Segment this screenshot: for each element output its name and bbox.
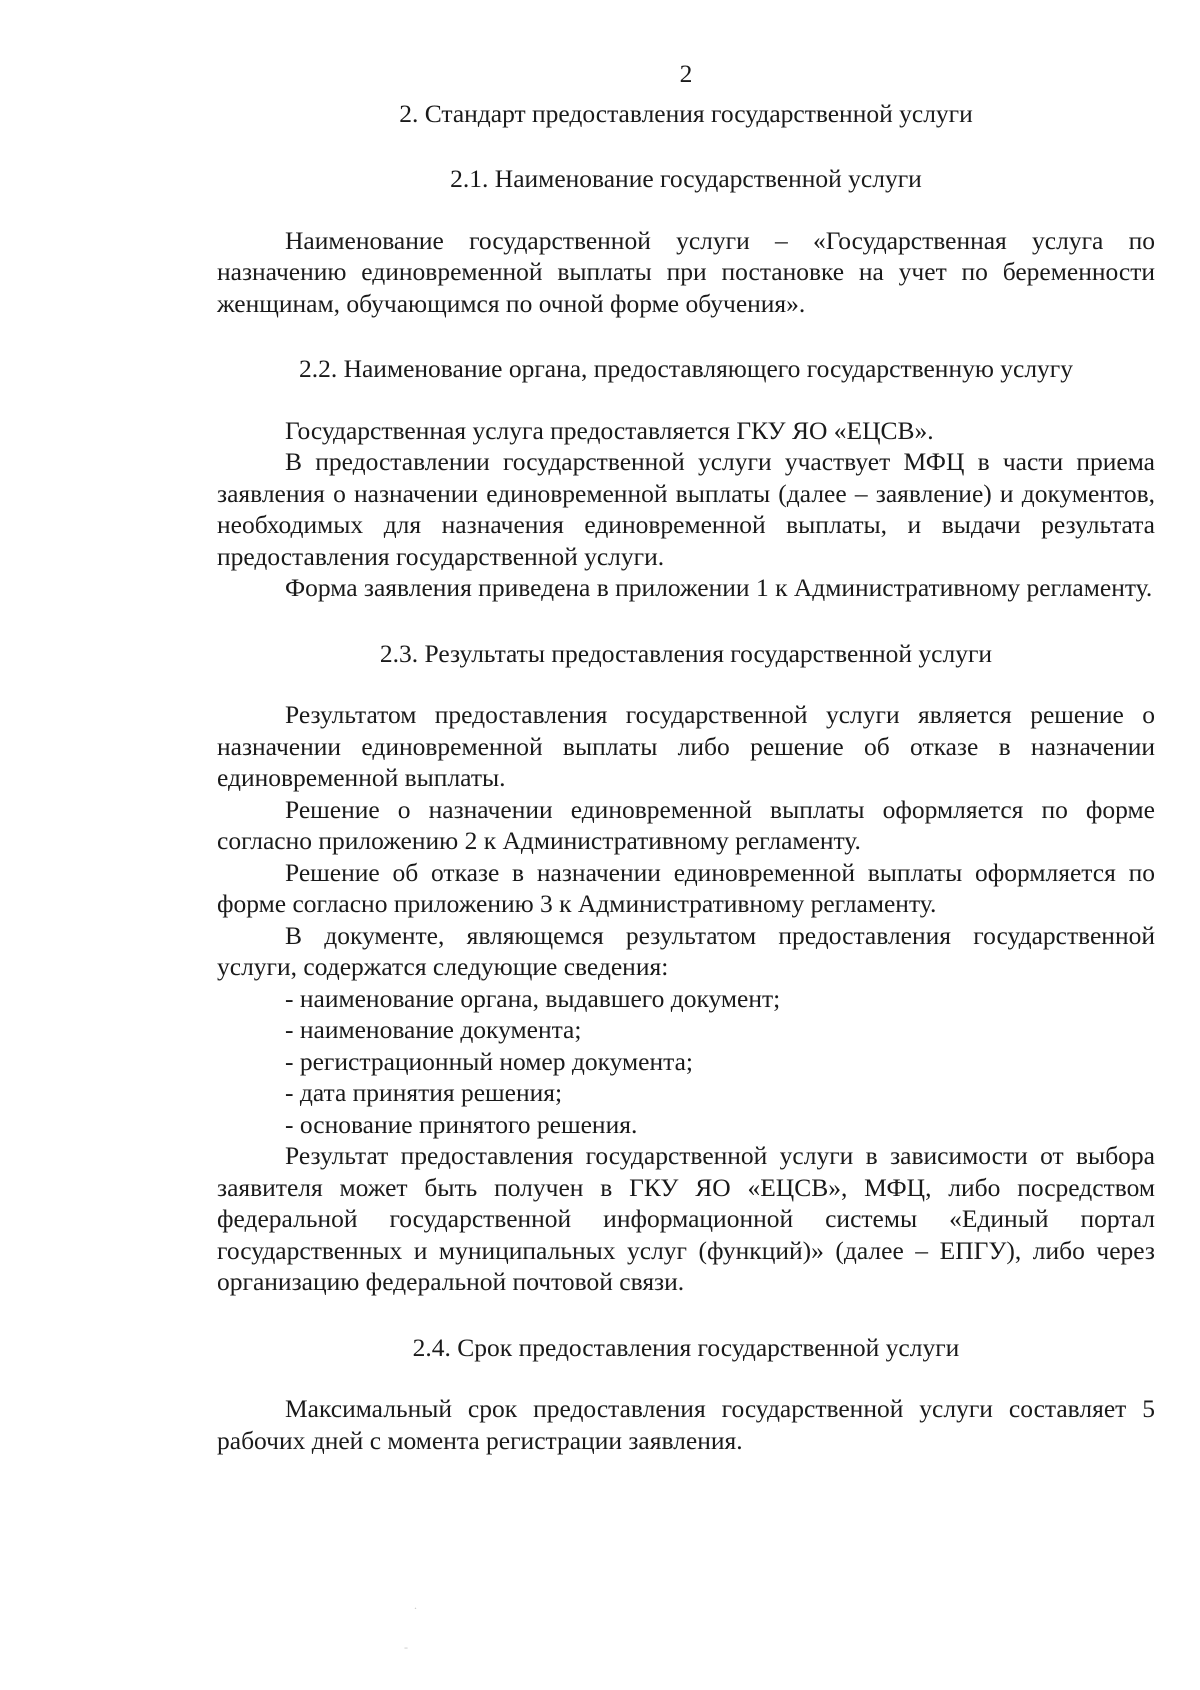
subsection-title-2-2: 2.2. Наименование органа, предоставляющего государственную услугу	[298, 354, 1074, 383]
subsection-title-2-3: 2.3. Результаты предоставления государственной услуги	[379, 638, 993, 668]
page-content	[217, 58, 1155, 1456]
scan-speck: .	[414, 1598, 417, 1612]
paragraph: Решение о назначении единовременной выплаты оформляется по форме согласно приложению 2 к Административному регламенту.	[217, 794, 1155, 855]
list-item: - наименование органа, выдавшего документ;	[285, 983, 781, 1013]
list-item: - дата принятия решения;	[285, 1078, 563, 1107]
scan-speck: -	[404, 1640, 408, 1654]
paragraph: В документе, являющемся результатом предоставления государственной услуги, содержатся следующие сведения:	[217, 920, 1155, 981]
list-item: - наименование документа;	[285, 1015, 582, 1044]
paragraph: Государственная услуга предоставляется ГКУ ЯО «ЕЦСВ».	[285, 415, 934, 445]
section-title: 2. Стандарт предоставления государственной услуги	[399, 98, 973, 128]
list-item: - основание принятого решения.	[285, 1109, 638, 1139]
paragraph: Наименование государственной услуги – «Государственная услуга по назначению единовременной выплаты при постановке на учет по беременности женщинам, обучающимся по очной форме обучения».	[217, 225, 1155, 318]
paragraph: Результатом предоставления государственной услуги является решение о назначении единовременной выплаты либо решение об отказе в назначении единовременной выплаты.	[217, 700, 1155, 792]
paragraph: В предоставлении государственной услуги участвует МФЦ в части приема заявления о назначении единовременной выплаты (далее – заявление) и документов, необходимых для назначения единовременной выплаты, и выдачи результата предоставления государственной услуги.	[217, 447, 1155, 571]
subsection-title-2-1: 2.1. Наименование государственной услуги	[450, 164, 922, 193]
paragraph: Максимальный срок предоставления государственной услуги составляет 5 рабочих дней с момента регистрации заявления.	[217, 1394, 1155, 1455]
paragraph: Результат предоставления государственной услуги в зависимости от выбора заявителя может быть получен в ГКУ ЯО «ЕЦСВ», МФЦ, либо посредством федеральной государственной информационной системы «Единый портал государственных и муниципальных услуг (функций)» (далее – ЕПГУ), либо через организацию федеральной почтовой связи.	[217, 1141, 1155, 1296]
page-number: 2	[679, 59, 693, 88]
paragraph: Форма заявления приведена в приложении 1 к Административному регламенту.	[285, 573, 1153, 602]
subsection-title-2-4: 2.4. Срок предоставления государственной услуги	[412, 1332, 960, 1362]
paragraph: Решение об отказе в назначении единовременной выплаты оформляется по форме согласно приложению 3 к Административному регламенту.	[217, 857, 1155, 918]
list-item: - регистрационный номер документа;	[285, 1046, 693, 1076]
